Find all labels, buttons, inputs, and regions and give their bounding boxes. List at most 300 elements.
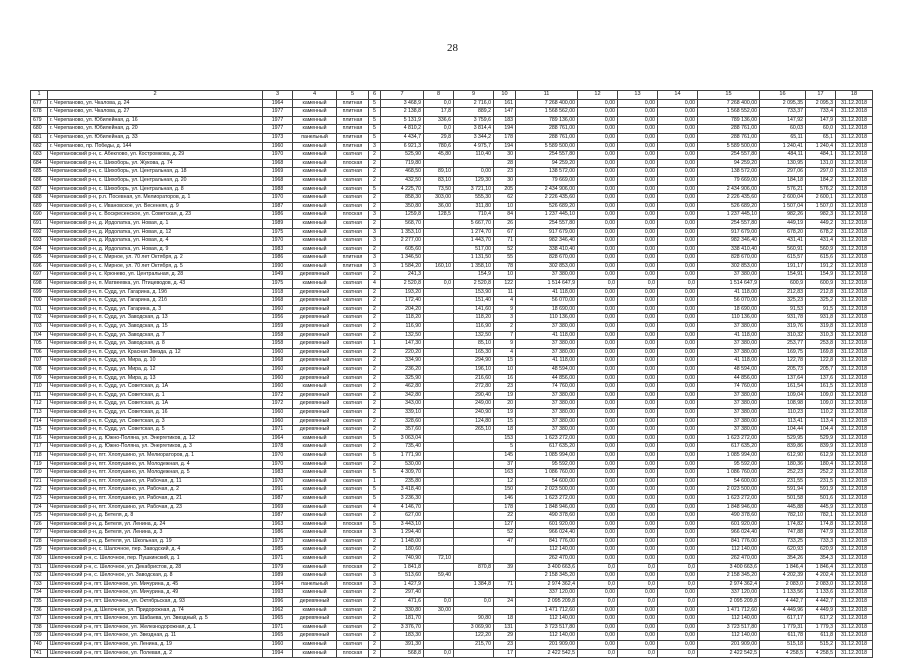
year-cell: 1969 bbox=[263, 503, 293, 512]
residential-area-cell: 2 520,8 bbox=[454, 280, 494, 289]
wall-material-cell: каменный bbox=[293, 494, 337, 503]
table-row bbox=[31, 185, 873, 194]
cost-per-sqm-cell: 212,83 bbox=[760, 288, 806, 297]
cost-total-cell: 1 085 994,00 bbox=[516, 451, 578, 460]
row-index: 713 bbox=[31, 408, 48, 417]
wall-material-cell: каменный bbox=[293, 641, 337, 650]
address-cell: Черепановский р-н, п. Судд, ул. Красная Звезда, д. 12 bbox=[48, 348, 263, 357]
owner-funds-cell: 7 268 400,00 bbox=[698, 99, 760, 108]
total-area-cell: 605,60 bbox=[381, 245, 424, 254]
nonresidential-area-cell bbox=[424, 323, 454, 332]
local-funds-cell: 0,00 bbox=[658, 297, 698, 306]
cost-per-sqm-cell: 1 133,56 bbox=[760, 589, 806, 598]
regional-funds-cell: 0,00 bbox=[618, 434, 658, 443]
wall-material-cell: деревянный bbox=[293, 340, 337, 349]
row-index: 718 bbox=[31, 451, 48, 460]
address-cell: Черепановский р-н, д. Ирдолатка, ул. Новая, д. 1 bbox=[48, 219, 263, 228]
wall-material-cell: каменный bbox=[293, 185, 337, 194]
residents-cell: 4 bbox=[494, 348, 516, 357]
nonresidential-area-cell: 303,00 bbox=[424, 194, 454, 203]
nonresidential-area-cell bbox=[424, 417, 454, 426]
floors-cell: 2 bbox=[369, 641, 381, 650]
regional-funds-cell: 0,00 bbox=[618, 331, 658, 340]
cost-per-sqm-cell: 600,9 bbox=[760, 280, 806, 289]
address-cell: Черепановский р-н, пгт. Хлопушино, ул. Молодежная, д. 5 bbox=[48, 469, 263, 478]
row-index: 697 bbox=[31, 271, 48, 280]
cost-per-sqm-cell: 104,44 bbox=[760, 426, 806, 435]
floors-cell: 5 bbox=[369, 99, 381, 108]
limit-cost-cell: 2 095,3 bbox=[806, 99, 836, 108]
wall-material-cell: деревянный bbox=[293, 297, 337, 306]
local-funds-cell: 0,0 bbox=[658, 563, 698, 572]
residential-area-cell: 118,20 bbox=[454, 314, 494, 323]
wall-material-cell: деревянный bbox=[293, 598, 337, 607]
wall-material-cell: каменный bbox=[293, 99, 337, 108]
total-area-cell: 118,20 bbox=[381, 314, 424, 323]
owner-funds-cell: 138 572,00 bbox=[698, 168, 760, 177]
cost-total-cell: 2 434 906,00 bbox=[516, 185, 578, 194]
residential-area-cell: 165,30 bbox=[454, 348, 494, 357]
federal-funds-cell: 0,00 bbox=[578, 589, 618, 598]
wall-material-cell: деревянный bbox=[293, 632, 337, 641]
residents-cell bbox=[494, 572, 516, 581]
wall-material-cell: деревянный bbox=[293, 357, 337, 366]
row-index: 740 bbox=[31, 641, 48, 650]
residential-area-cell: 1 131,50 bbox=[454, 254, 494, 263]
wall-material-cell: каменный bbox=[293, 194, 337, 203]
residents-cell: 18 bbox=[494, 615, 516, 624]
cost-total-cell: 41 118,00 bbox=[516, 331, 578, 340]
regional-funds-cell: 0,00 bbox=[618, 374, 658, 383]
owner-funds-cell: 490 378,60 bbox=[698, 512, 760, 521]
roof-type-cell: плитная bbox=[337, 108, 369, 117]
regional-funds-cell: 0,00 bbox=[618, 357, 658, 366]
roof-type-cell: скатная bbox=[337, 641, 369, 650]
residential-area-cell: 249,00 bbox=[454, 400, 494, 409]
regional-funds-cell: 0,00 bbox=[618, 314, 658, 323]
regional-funds-cell: 0,00 bbox=[618, 133, 658, 142]
residents-cell: 147 bbox=[494, 108, 516, 117]
total-area-cell: 568,8 bbox=[381, 649, 424, 658]
address-cell: Черепановский р-н, пгт. Хлопушино, ул. Мелиораторов, д. 1 bbox=[48, 451, 263, 460]
address-cell: Шелочинский р-н, пгт. Шелочное, ул. Октябрьская, д. 93 bbox=[48, 598, 263, 607]
total-area-cell: 2 277,00 bbox=[381, 237, 424, 246]
address-cell: Черепановский р-н, п. Судд, ул. Советская, д. 1А bbox=[48, 400, 263, 409]
nonresidential-area-cell bbox=[424, 254, 454, 263]
limit-cost-cell: 591,9 bbox=[806, 486, 836, 495]
table-row bbox=[31, 374, 873, 383]
deadline-cell: 31.12.2018 bbox=[836, 443, 873, 452]
total-area-cell: 858,30 bbox=[381, 194, 424, 203]
residential-area-cell: 710,4 bbox=[454, 211, 494, 220]
nonresidential-area-cell: 73,50 bbox=[424, 185, 454, 194]
federal-funds-cell: 0,00 bbox=[578, 297, 618, 306]
residents-cell: 3 bbox=[494, 314, 516, 323]
cost-per-sqm-cell: 2 095,35 bbox=[760, 99, 806, 108]
deadline-cell: 31.12.2018 bbox=[836, 615, 873, 624]
residential-area-cell: 196,10 bbox=[454, 366, 494, 375]
address-cell: Черепановский р-н, с. Мирное, ул. 70 лет Октября, д. 2 bbox=[48, 254, 263, 263]
floors-cell: 3 bbox=[369, 262, 381, 271]
limit-cost-cell: 65,1 bbox=[806, 133, 836, 142]
regional-funds-cell: 0,00 bbox=[618, 383, 658, 392]
nonresidential-area-cell: 0,0 bbox=[424, 280, 454, 289]
row-index: 684 bbox=[31, 159, 48, 168]
year-cell: 1959 bbox=[263, 323, 293, 332]
nonresidential-area-cell bbox=[424, 297, 454, 306]
nonresidential-area-cell: 160,10 bbox=[424, 262, 454, 271]
residents-cell: 55 bbox=[494, 254, 516, 263]
address-cell: Шелочинский р-н, пгт. Шелочное, ул. Мичурина, д. 45 bbox=[48, 580, 263, 589]
wall-material-cell: деревянный bbox=[293, 348, 337, 357]
nonresidential-area-cell bbox=[424, 641, 454, 650]
residential-area-cell: 0,00 bbox=[454, 168, 494, 177]
residents-cell: 26 bbox=[494, 219, 516, 228]
floors-cell: 2 bbox=[369, 219, 381, 228]
wall-material-cell: каменный bbox=[293, 529, 337, 538]
floors-cell: 2 bbox=[369, 546, 381, 555]
residents-cell: 47 bbox=[494, 537, 516, 546]
owner-funds-cell: 112 140,00 bbox=[698, 615, 760, 624]
floors-cell: 2 bbox=[369, 366, 381, 375]
limit-cost-cell: 354,3 bbox=[806, 555, 836, 564]
owner-funds-cell: 44 856,00 bbox=[698, 374, 760, 383]
deadline-cell: 31.12.2018 bbox=[836, 254, 873, 263]
table-row bbox=[31, 503, 873, 512]
year-cell: 1970 bbox=[263, 477, 293, 486]
roof-type-cell: скатная bbox=[337, 323, 369, 332]
roof-type-cell: скатная bbox=[337, 598, 369, 607]
table-row bbox=[31, 366, 873, 375]
row-index: 683 bbox=[31, 151, 48, 160]
residents-cell: 163 bbox=[494, 469, 516, 478]
roof-type-cell: скатная bbox=[337, 400, 369, 409]
regional-funds-cell: 0,00 bbox=[618, 408, 658, 417]
deadline-cell: 31.12.2018 bbox=[836, 288, 873, 297]
nonresidential-area-cell bbox=[424, 494, 454, 503]
residential-area-cell: 151,40 bbox=[454, 297, 494, 306]
limit-cost-cell: 191,2 bbox=[806, 262, 836, 271]
table-row bbox=[31, 159, 873, 168]
nonresidential-area-cell bbox=[424, 374, 454, 383]
address-cell: Черепановский р-н, д. Бетеля, ул. Ленина, д. 24 bbox=[48, 520, 263, 529]
local-funds-cell: 0,00 bbox=[658, 623, 698, 632]
roof-type-cell: скатная bbox=[337, 486, 369, 495]
owner-funds-cell: 288 761,00 bbox=[698, 125, 760, 134]
cost-total-cell: 44 856,00 bbox=[516, 374, 578, 383]
deadline-cell: 31.12.2018 bbox=[836, 211, 873, 220]
row-index: 699 bbox=[31, 288, 48, 297]
year-cell: 1986 bbox=[263, 254, 293, 263]
local-funds-cell: 0,00 bbox=[658, 572, 698, 581]
federal-funds-cell: 0,00 bbox=[578, 391, 618, 400]
cost-per-sqm-cell: 445,88 bbox=[760, 503, 806, 512]
owner-funds-cell: 2 434 906,00 bbox=[698, 185, 760, 194]
local-funds-cell: 0,00 bbox=[658, 494, 698, 503]
cost-per-sqm-cell: 982,26 bbox=[760, 211, 806, 220]
table-row bbox=[31, 417, 873, 426]
row-index: 709 bbox=[31, 374, 48, 383]
table-row bbox=[31, 632, 873, 641]
row-index: 702 bbox=[31, 314, 48, 323]
cost-total-cell: 74 760,00 bbox=[516, 383, 578, 392]
cost-total-cell: 95 592,00 bbox=[516, 460, 578, 469]
floors-cell: 2 bbox=[369, 151, 381, 160]
floors-cell: 2 bbox=[369, 357, 381, 366]
floors-cell: 2 bbox=[369, 331, 381, 340]
cost-per-sqm-cell: 310,32 bbox=[760, 331, 806, 340]
residential-area-cell: 889,2 bbox=[454, 108, 494, 117]
regional-funds-cell: 0,0 bbox=[618, 563, 658, 572]
address-cell: Шелочинский р-н, пгт. Шелочное, ул. Железнодорожная, д. 1 bbox=[48, 623, 263, 632]
year-cell: 1994 bbox=[263, 649, 293, 658]
cost-per-sqm-cell: 65,11 bbox=[760, 133, 806, 142]
local-funds-cell: 0,00 bbox=[658, 443, 698, 452]
roof-type-cell: скатная bbox=[337, 305, 369, 314]
total-area-cell: 193,20 bbox=[381, 288, 424, 297]
year-cell: 1975 bbox=[263, 228, 293, 237]
owner-funds-cell: 48 594,00 bbox=[698, 366, 760, 375]
cost-total-cell: 254 557,80 bbox=[516, 219, 578, 228]
deadline-cell: 31.12.2018 bbox=[836, 400, 873, 409]
local-funds-cell: 0,0 bbox=[658, 580, 698, 589]
wall-material-cell: каменный bbox=[293, 563, 337, 572]
deadline-cell: 31.12.2018 bbox=[836, 108, 873, 117]
regional-funds-cell: 0,00 bbox=[618, 116, 658, 125]
residential-area-cell bbox=[454, 555, 494, 564]
cost-per-sqm-cell: 4 442,7 bbox=[760, 598, 806, 607]
row-index: 732 bbox=[31, 572, 48, 581]
address-cell: Черепановский р-н, с. Шихоборь, ул. Центральная, д. 18 bbox=[48, 168, 263, 177]
floors-cell: 5 bbox=[369, 133, 381, 142]
regional-funds-cell: 0,0 bbox=[618, 580, 658, 589]
year-cell: 1964 bbox=[263, 434, 293, 443]
federal-funds-cell: 0,00 bbox=[578, 125, 618, 134]
cost-per-sqm-cell: 2 600,04 bbox=[760, 194, 806, 203]
wall-material-cell: каменный bbox=[293, 176, 337, 185]
address-cell: Черепановский р-н, р.п. Посевная, ул. Мелиораторов, д. 1 bbox=[48, 194, 263, 203]
owner-funds-cell: 201 909,00 bbox=[698, 641, 760, 650]
year-cell: 1968 bbox=[263, 176, 293, 185]
limit-cost-cell: 529,9 bbox=[806, 434, 836, 443]
cost-per-sqm-cell: 782,10 bbox=[760, 512, 806, 521]
local-funds-cell: 0,00 bbox=[658, 374, 698, 383]
row-index: 715 bbox=[31, 426, 48, 435]
regional-funds-cell: 0,00 bbox=[618, 176, 658, 185]
residents-cell: 52 bbox=[494, 529, 516, 538]
cost-per-sqm-cell: 180,36 bbox=[760, 460, 806, 469]
local-funds-cell: 0,00 bbox=[658, 546, 698, 555]
residents-cell: 78 bbox=[494, 262, 516, 271]
floors-cell: 2 bbox=[369, 589, 381, 598]
table-row bbox=[31, 116, 873, 125]
cost-per-sqm-cell: 319,76 bbox=[760, 323, 806, 332]
residents-cell: 12 bbox=[494, 477, 516, 486]
federal-funds-cell: 0,00 bbox=[578, 176, 618, 185]
local-funds-cell: 0,00 bbox=[658, 434, 698, 443]
total-area-cell: 4 225,70 bbox=[381, 185, 424, 194]
table-row bbox=[31, 383, 873, 392]
local-funds-cell: 0,00 bbox=[658, 305, 698, 314]
nonresidential-area-cell: 0,0 bbox=[424, 649, 454, 658]
residential-area-cell: 153,90 bbox=[454, 288, 494, 297]
cost-per-sqm-cell: 109,04 bbox=[760, 391, 806, 400]
residents-cell: 194 bbox=[494, 142, 516, 151]
local-funds-cell: 0,00 bbox=[658, 151, 698, 160]
federal-funds-cell: 0,00 bbox=[578, 572, 618, 581]
total-area-cell: 334,90 bbox=[381, 357, 424, 366]
roof-type-cell: скатная bbox=[337, 151, 369, 160]
local-funds-cell: 0,00 bbox=[658, 391, 698, 400]
cost-total-cell: 2 422 542,5 bbox=[516, 649, 578, 658]
cost-total-cell: 1 623 272,00 bbox=[516, 494, 578, 503]
nonresidential-area-cell: 45,80 bbox=[424, 151, 454, 160]
federal-funds-cell: 0,00 bbox=[578, 443, 618, 452]
row-index: 737 bbox=[31, 615, 48, 624]
total-area-cell: 330,80 bbox=[381, 606, 424, 615]
cost-total-cell: 337 120,00 bbox=[516, 589, 578, 598]
regional-funds-cell: 0,00 bbox=[618, 142, 658, 151]
residential-area-cell bbox=[454, 520, 494, 529]
cost-total-cell: 1 086 760,00 bbox=[516, 469, 578, 478]
residents-cell: 10 bbox=[494, 271, 516, 280]
row-index: 682 bbox=[31, 142, 48, 151]
floors-cell: 2 bbox=[369, 159, 381, 168]
table-row bbox=[31, 606, 873, 615]
limit-cost-cell: 431,4 bbox=[806, 237, 836, 246]
residential-area-cell: 124,80 bbox=[454, 417, 494, 426]
roof-type-cell: скатная bbox=[337, 494, 369, 503]
limit-cost-cell: 678,2 bbox=[806, 228, 836, 237]
cost-total-cell: 982 346,40 bbox=[516, 237, 578, 246]
residential-area-cell: 3 814,4 bbox=[454, 125, 494, 134]
nonresidential-area-cell bbox=[424, 271, 454, 280]
residents-cell: 22 bbox=[494, 512, 516, 521]
roof-type-cell: скатная bbox=[337, 537, 369, 546]
address-cell: Черепановский р-н, п. Судд, ул. Советская, д. 3 bbox=[48, 417, 263, 426]
nonresidential-area-cell: 0,0 bbox=[424, 125, 454, 134]
wall-material-cell: каменный bbox=[293, 116, 337, 125]
roof-type-cell: плитная bbox=[337, 262, 369, 271]
year-cell: 1979 bbox=[263, 563, 293, 572]
local-funds-cell: 0,00 bbox=[658, 116, 698, 125]
wall-material-cell: деревянный bbox=[293, 426, 337, 435]
address-cell: Черепановский р-н, п. Судд, ул. Заводская, д. 13 bbox=[48, 314, 263, 323]
total-area-cell: 525,90 bbox=[381, 151, 424, 160]
residential-area-cell: 240,90 bbox=[454, 408, 494, 417]
total-area-cell: 627,00 bbox=[381, 512, 424, 521]
nonresidential-area-cell bbox=[424, 237, 454, 246]
owner-funds-cell: 95 592,00 bbox=[698, 460, 760, 469]
local-funds-cell: 0,00 bbox=[658, 486, 698, 495]
limit-cost-cell: 131,0 bbox=[806, 159, 836, 168]
limit-cost-cell: 325,2 bbox=[806, 297, 836, 306]
residential-area-cell bbox=[454, 451, 494, 460]
column-number: 17 bbox=[806, 91, 836, 100]
deadline-cell: 31.12.2018 bbox=[836, 228, 873, 237]
owner-funds-cell: 37 380,00 bbox=[698, 391, 760, 400]
floors-cell: 2 bbox=[369, 271, 381, 280]
local-funds-cell: 0,00 bbox=[658, 262, 698, 271]
residents-cell bbox=[494, 606, 516, 615]
federal-funds-cell: 0,00 bbox=[578, 357, 618, 366]
wall-material-cell: деревянный bbox=[293, 271, 337, 280]
deadline-cell: 31.12.2018 bbox=[836, 632, 873, 641]
local-funds-cell: 0,00 bbox=[658, 357, 698, 366]
cost-per-sqm-cell: 560,91 bbox=[760, 245, 806, 254]
row-index: 731 bbox=[31, 563, 48, 572]
local-funds-cell: 0,00 bbox=[658, 185, 698, 194]
residents-cell: 146 bbox=[494, 494, 516, 503]
roof-type-cell: скатная bbox=[337, 237, 369, 246]
owner-funds-cell: 37 380,00 bbox=[698, 426, 760, 435]
total-area-cell: 1 427,9 bbox=[381, 580, 424, 589]
regional-funds-cell: 0,00 bbox=[618, 194, 658, 203]
cost-total-cell: 37 380,00 bbox=[516, 340, 578, 349]
wall-material-cell: каменный bbox=[293, 280, 337, 289]
limit-cost-cell: 4 202,4 bbox=[806, 572, 836, 581]
limit-cost-cell: 617,2 bbox=[806, 615, 836, 624]
table-row bbox=[31, 469, 873, 478]
address-cell: г. Черепаново, пр. Победы, д. 144 bbox=[48, 142, 263, 151]
table-row bbox=[31, 563, 873, 572]
roof-type-cell: скатная bbox=[337, 245, 369, 254]
residential-area-cell: 311,80 bbox=[454, 202, 494, 211]
floors-cell: 3 bbox=[369, 211, 381, 220]
row-index: 711 bbox=[31, 391, 48, 400]
owner-funds-cell: 37 380,00 bbox=[698, 417, 760, 426]
column-number: 5 bbox=[337, 91, 369, 100]
total-area-cell: 4 146,70 bbox=[381, 503, 424, 512]
address-cell: Черепановский р-н, с. Абеклово, ул. Костромкова, д. 29 bbox=[48, 151, 263, 160]
limit-cost-cell: 2 600,1 bbox=[806, 194, 836, 203]
cost-total-cell: 2 158 345,20 bbox=[516, 572, 578, 581]
address-cell: Черепановский р-н, пгт. Хлопушино, ул. Рабочая, д. 23 bbox=[48, 503, 263, 512]
wall-material-cell: каменный bbox=[293, 108, 337, 117]
row-index: 735 bbox=[31, 598, 48, 607]
local-funds-cell: 0,00 bbox=[658, 125, 698, 134]
owner-funds-cell: 1 237 445,10 bbox=[698, 211, 760, 220]
cost-per-sqm-cell: 931,78 bbox=[760, 314, 806, 323]
residential-area-cell: 116,90 bbox=[454, 323, 494, 332]
regional-funds-cell: 0,00 bbox=[618, 125, 658, 134]
limit-cost-cell: 1 846,4 bbox=[806, 563, 836, 572]
limit-cost-cell: 147,9 bbox=[806, 116, 836, 125]
deadline-cell: 31.12.2018 bbox=[836, 598, 873, 607]
table-row bbox=[31, 555, 873, 564]
address-cell: Черепановский р-н, д. Бетеля, д. 8 bbox=[48, 512, 263, 521]
total-area-cell: 462,80 bbox=[381, 383, 424, 392]
regional-funds-cell: 0,00 bbox=[618, 99, 658, 108]
owner-funds-cell: 3 723 517,80 bbox=[698, 623, 760, 632]
cost-per-sqm-cell: 747,88 bbox=[760, 529, 806, 538]
floors-cell: 5 bbox=[369, 434, 381, 443]
row-index: 690 bbox=[31, 211, 48, 220]
table-row bbox=[31, 288, 873, 297]
address-cell: Черепановский р-н, п. Судд, ул. Советская, д. 5 bbox=[48, 426, 263, 435]
limit-cost-cell: 515,2 bbox=[806, 641, 836, 650]
residential-area-cell: 3 344,2 bbox=[454, 133, 494, 142]
residents-cell: 194 bbox=[494, 125, 516, 134]
local-funds-cell: 0,00 bbox=[658, 340, 698, 349]
address-cell: Черепановский р-н, п. Судд, ул. Советская, д. 1 bbox=[48, 391, 263, 400]
regional-funds-cell: 0,00 bbox=[618, 185, 658, 194]
regional-funds-cell: 0,00 bbox=[618, 348, 658, 357]
roof-type-cell: скатная bbox=[337, 555, 369, 564]
floors-cell: 2 bbox=[369, 563, 381, 572]
address-cell: Черепановский р-н, д. Южно-Поляна, ул. Энергетиков, д. 3 bbox=[48, 443, 263, 452]
page-number: 28 bbox=[447, 42, 458, 54]
